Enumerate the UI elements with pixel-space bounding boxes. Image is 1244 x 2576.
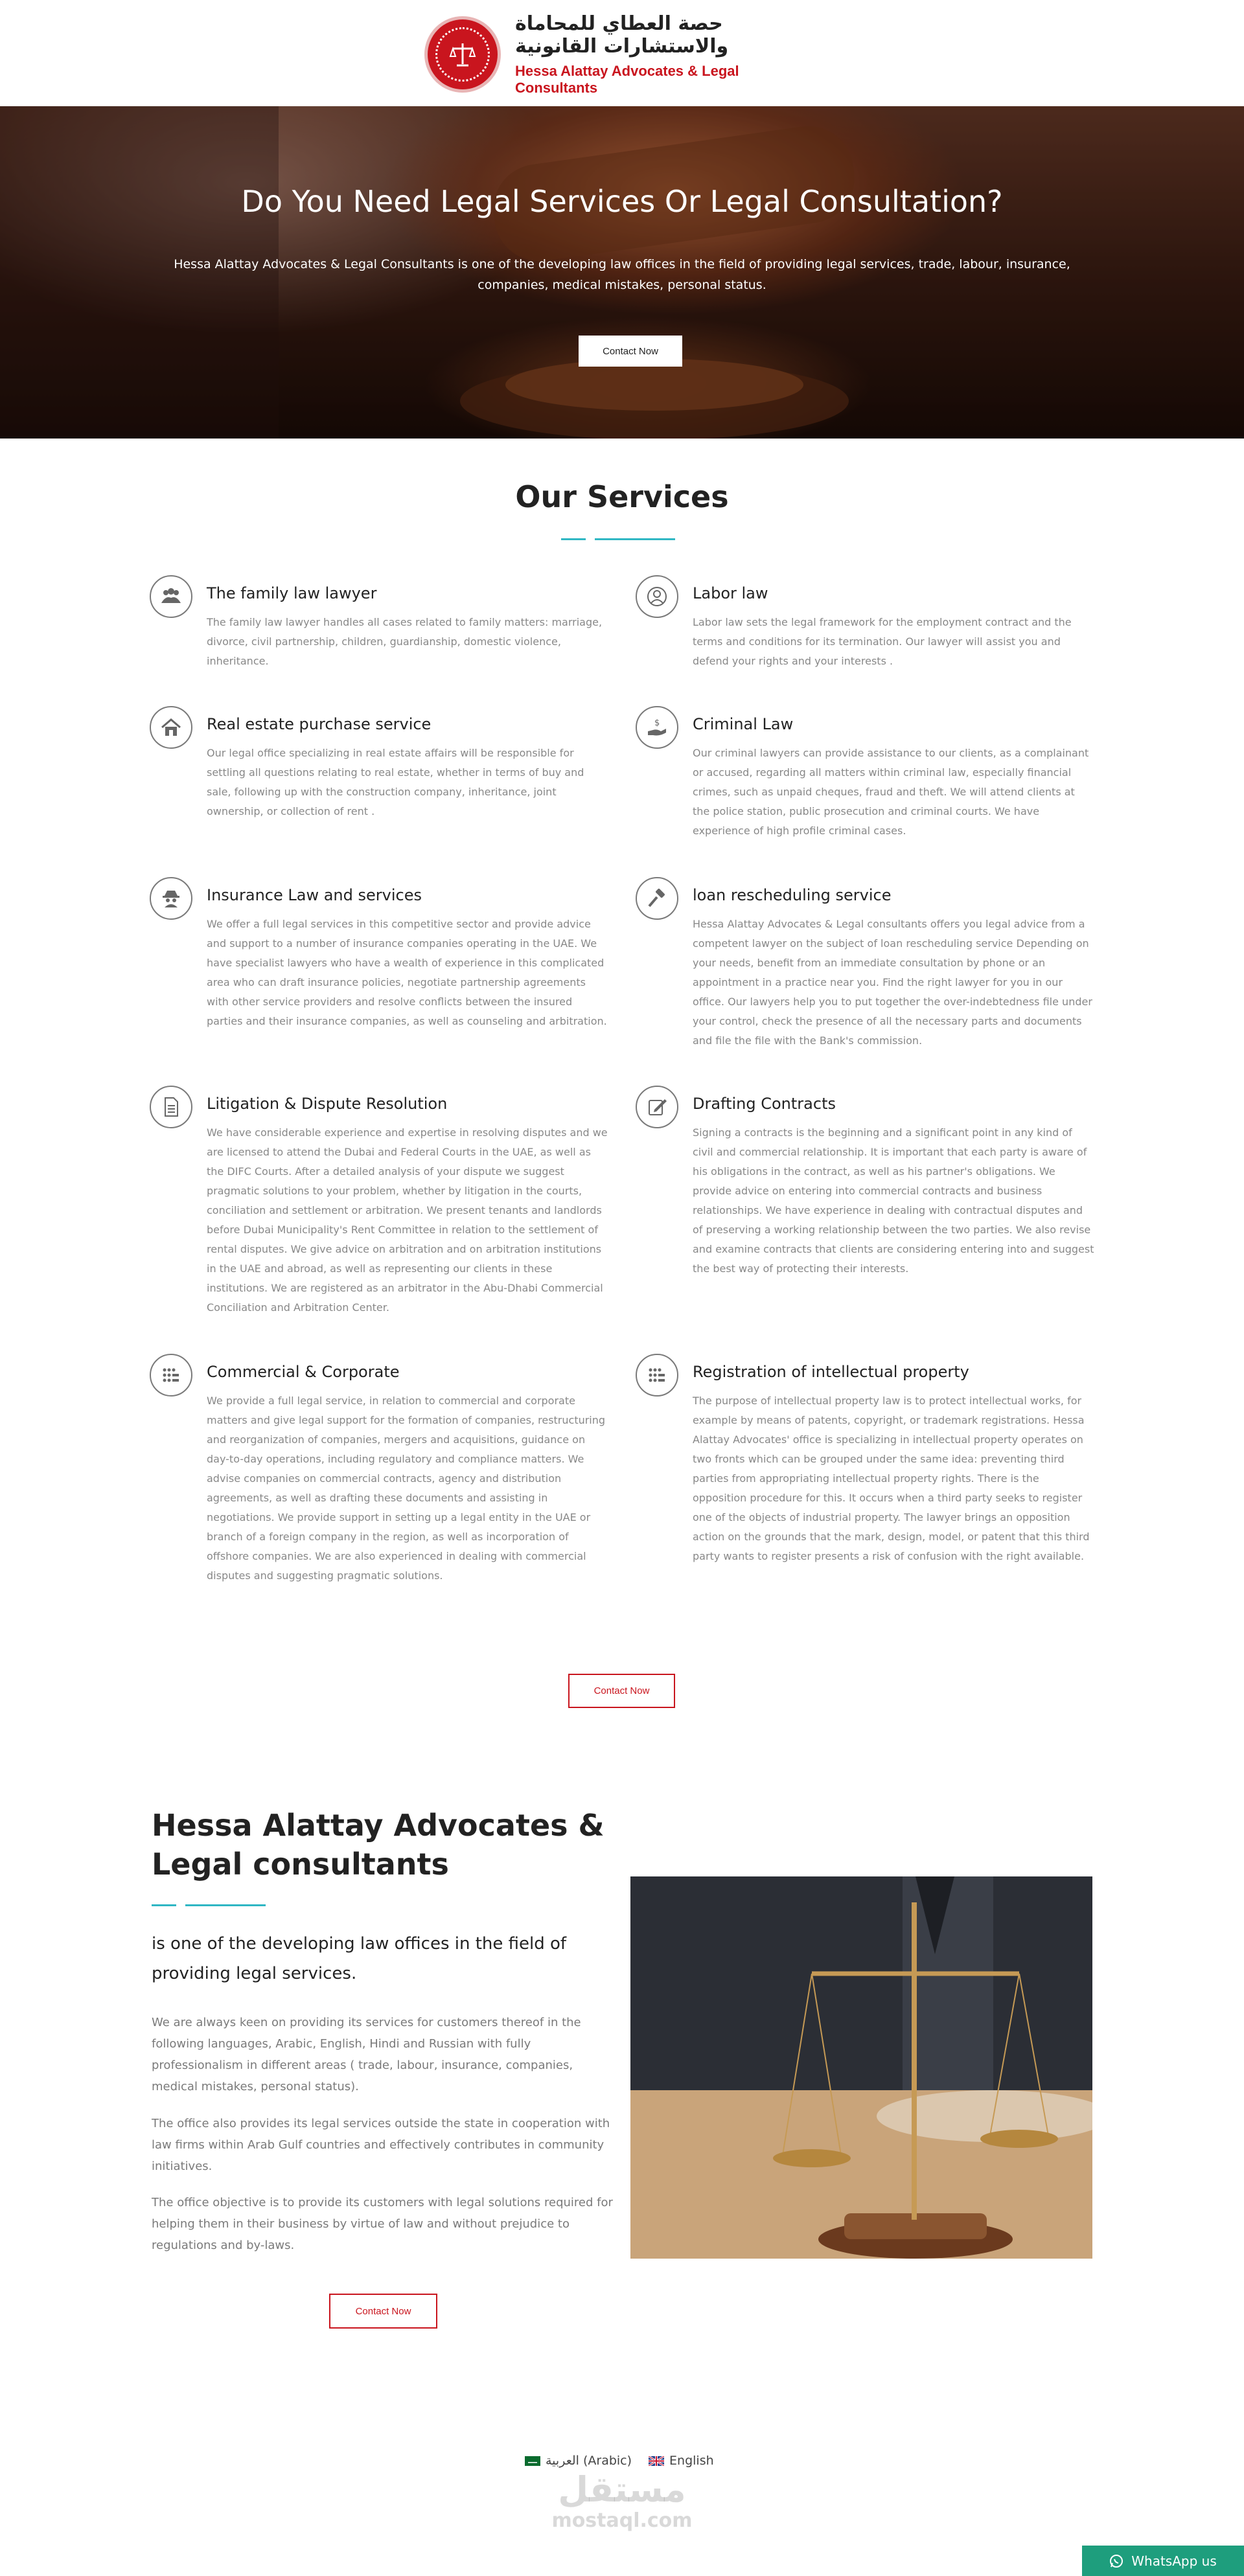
site-logo[interactable] [424, 12, 820, 96]
whatsapp-button[interactable] [1082, 2546, 1244, 2576]
service-title: Real estate purchase service [207, 715, 432, 733]
service-title: Labor law [693, 584, 768, 602]
service-description: Signing a contracts is the beginning and a significant point in any kind of civil and commercial relationship. It is important that each party is aware of his obligations in the contract, as well as his partner's obligations. We provide advice on entering into commercial contracts and business relationships. We have experience in dealing with contractual disputes and of preserving a working relationship between the two parties. We also revise and examine contracts that clients are considering entering into and suggest the best way of protecting their interests. [693, 1126, 1094, 1275]
dots-grid-icon [636, 1354, 678, 1396]
service-title: Insurance Law and services [207, 886, 422, 904]
whatsapp-label: WhatsApp us [1131, 2553, 1217, 2569]
saudi-flag-icon [525, 2456, 540, 2466]
logo-arabic-name: حصة العطاي للمحاماة والاستشارات القانونية [515, 12, 729, 58]
service-title: Litigation & Dispute Resolution [207, 1095, 448, 1113]
document-icon [150, 1086, 192, 1128]
hero-banner [0, 106, 1244, 439]
service-title: The family law lawyer [207, 584, 377, 602]
hero-subtitle: Hessa Alattay Advocates & Legal Consultants is one of the developing law offices in the field of providing legal services, trade, labour, insurance, companies, medical mistakes, personal status. [174, 257, 1070, 292]
service-description: We have considerable experience and expertise in resolving disputes and we are licensed to attend the Dubai and Federal Courts in the UAE, as well as the DIFC Courts. After a detailed analysis of your dispute we suggest pragmatic solutions to your problem, whether by litigation in the courts, conciliation and settlement or arbitration. We present tenants and landlords before Dubai Municipality's Rent Committee in relation to the settlement of rental disputes. We give advice on arbitration and on arbitration institutions in the UAE and abroad, as well as representing our clients in these institutions. We are registered as an arbitrator in the Abu-Dhabi Commercial Conciliation and Arbitration Center. [207, 1126, 608, 1314]
service-description: The family law lawyer handles all cases related to family matters: marriage, divorce, civil partnership, children, guardianship, domestic violence, inheritance. [207, 616, 603, 667]
service-description: Hessa Alattay Advocates & Legal consultants offers you legal advice from a competent lawyer on the subject of loan rescheduling service Depending on your needs, benefit from an immediate consultation by phone or an appointment in a practice near you. Find the right lawyer for you in our office. Our lawyers help you to put together the over-indebtedness file under your control, check the presence of all the necessary parts and documents and file the file with the Bank's commission. [693, 918, 1092, 1047]
language-label: العربية (Arabic) [546, 2454, 632, 2468]
service-description: The purpose of intellectual property law is to protect intellectual works, for example by means of patents, copyright, or trademark registrations. Hessa Alattay Advocates' office is specializing in intellectual property operates on two fronts which can be grouped under the same idea: preventing third parties from appropriating intellectual property rights. There is the opposition procedure for this. It occurs when a third party seeks to register one of the objects of industrial property. The lawyer brings an opposition action on the grounds that the mark, design, model, or patent that this third party wants to register presents a risk of confusion with the right available. [693, 1395, 1090, 1562]
about-divider [152, 1904, 266, 1906]
service-description: Our criminal lawyers can provide assistance to our clients, as a complainant or accused, regarding all matters within criminal law, especially financial crimes, such as unpaid cheques, fraud and theft. We will attend clients at the police station, public prosecution and criminal courts. We have experience of high profile criminal cases. [693, 747, 1089, 837]
mostaql-watermark [544, 2470, 700, 2532]
service-title: Drafting Contracts [693, 1095, 836, 1113]
language-option-arabic[interactable] [525, 2454, 632, 2468]
service-description: Our legal office specializing in real estate affairs will be responsible for settling all questions relating to real estate, whether in terms of buy and sale, following up with the construction company, inheritance, joint ownership, or collection of rent . [207, 747, 584, 817]
service-title: Criminal Law [693, 715, 794, 733]
about-paragraph: We are always keen on providing its services for customers thereof in the following languages, Arabic, English, Hindi and Russian with fully professionalism in different areas ( trade, labour, insurance, companies, medical mistakes, personal status). [152, 2016, 581, 2093]
hand-money-icon [636, 706, 678, 749]
dots-grid-icon [150, 1354, 192, 1396]
logo-seal-icon [424, 16, 501, 93]
service-description: We offer a full legal services in this competitive sector and provide advice and support to a number of insurance companies operating in the UAE. We have specialist lawyers who have a wealth of experience in this complicated area who can draft insurance policies, negotiate partnership agreements with other service providers and resolve conflicts between the insured parties and their insurance companies, as well as counseling and arbitration. [207, 918, 607, 1027]
about-paragraph: The office objective is to provide its customers with legal solutions required for helping them in their business by virtue of law and without prejudice to regulations and by-laws. [152, 2196, 613, 2252]
about-lead: is one of the developing law offices in the field of providing legal services. [152, 1934, 567, 1983]
language-switcher [525, 2454, 714, 2468]
home-icon [150, 706, 192, 749]
service-description: We provide a full legal service, in relation to commercial and corporate matters and give legal support for the formation of companies, restructuring and reorganization of companies, mergers and acquisitions, guidance on day-to-day operations, including regulatory and compliance matters. We advise companies on commercial contracts, agency and distribution agreements, as well as drafting these documents and assisting in negotiations. We provide support in setting up a legal entity in the UAE or branch of a foreign company in the region, as well as incorporation of offshore companies. We are also experienced in dealing with commercial disputes and suggesting pragmatic solutions. [207, 1395, 606, 1582]
whatsapp-icon [1109, 2554, 1123, 2568]
service-title: Registration of intellectual property [693, 1363, 969, 1381]
scales-of-justice-image [630, 1876, 1092, 2259]
language-option-english[interactable] [649, 2454, 714, 2468]
about-paragraph: The office also provides its legal services outside the state in cooperation with law firms within Arab Gulf countries and effectively contributes in community initiatives. [152, 2117, 610, 2173]
hero-title: Do You Need Legal Services Or Legal Consultation? [241, 184, 1003, 219]
family-icon [150, 575, 192, 618]
about-contact-button[interactable]: Contact Now [329, 2294, 437, 2329]
watermark-english: mostaql.com [551, 2509, 693, 2532]
about-title: Hessa Alattay Advocates & Legal consultants [152, 1808, 605, 1882]
service-title: Commercial & Corporate [207, 1363, 400, 1381]
services-divider [561, 538, 675, 540]
language-label: English [669, 2454, 714, 2468]
hero-contact-button[interactable]: Contact Now [579, 336, 682, 367]
site-header [0, 0, 1244, 106]
gavel-icon [636, 877, 678, 920]
watermark-arabic: مستقل [558, 2469, 686, 2510]
spy-icon [150, 877, 192, 920]
service-title: loan rescheduling service [693, 886, 892, 904]
service-description: Labor law sets the legal framework for the employment contract and the terms and conditions for its termination. Our lawyer will assist you and defend your rights and your interests . [693, 616, 1072, 667]
edit-icon [636, 1086, 678, 1128]
svg-text:$: $ [654, 718, 660, 728]
uk-flag-icon [649, 2456, 664, 2466]
user-circle-icon [636, 575, 678, 618]
services-title: Our Services [515, 479, 729, 514]
logo-english-name: Hessa Alattay Advocates & Legal Consultants [515, 63, 739, 96]
services-contact-button[interactable]: Contact Now [568, 1674, 675, 1708]
